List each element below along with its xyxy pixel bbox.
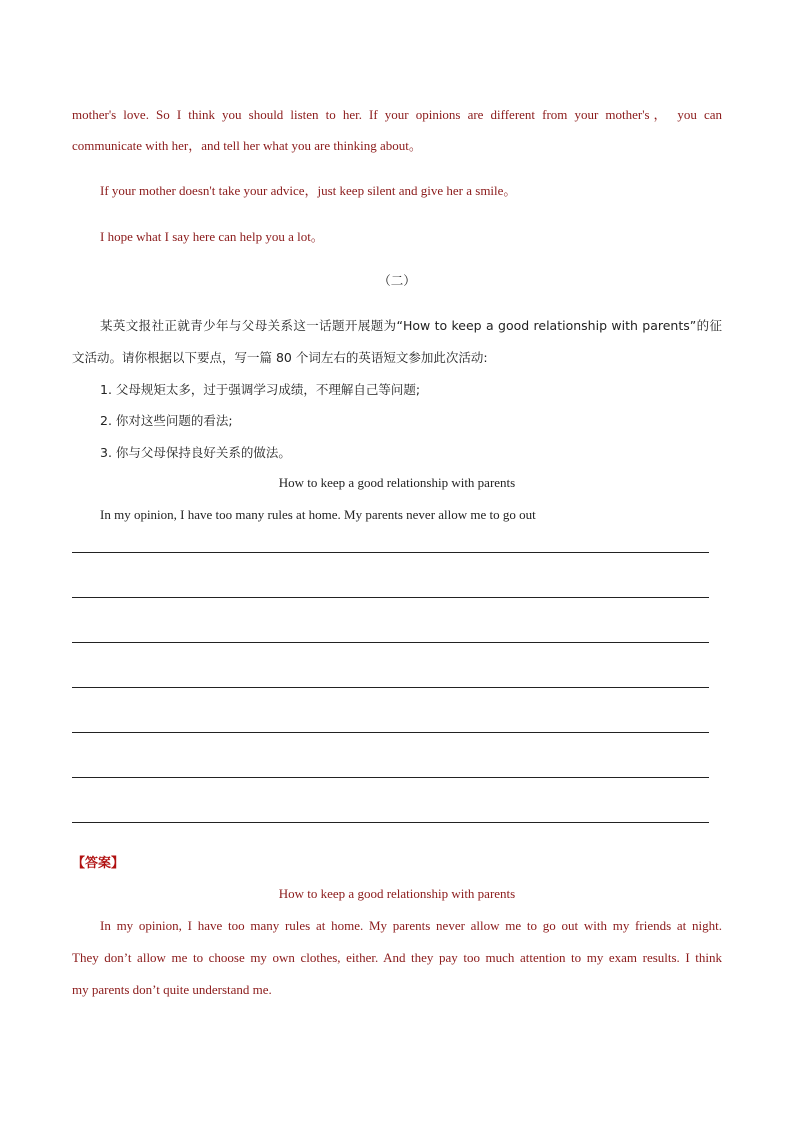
continuation-paragraph-2: If your mother doesn't take your advice，just keep silent and give her a smile。 bbox=[100, 183, 517, 198]
essay-title: How to keep a good relationship with parents bbox=[278, 475, 516, 490]
writing-line[interactable] bbox=[72, 597, 709, 598]
writing-line[interactable] bbox=[72, 642, 709, 643]
writing-line[interactable] bbox=[72, 822, 709, 823]
writing-line[interactable] bbox=[72, 552, 709, 553]
answer-line-2: They don’t allow me to choose my own clothes, either. And they pay too much attention to my exam results. I think bbox=[72, 950, 722, 965]
essay-start: In my opinion, I have too many rules at home. My parents never allow me to go out bbox=[100, 507, 536, 522]
writing-line[interactable] bbox=[72, 732, 709, 733]
answer-line-1: In my opinion, I have too many rules at home. My parents never allow me to go out with my friends at night. bbox=[100, 918, 722, 933]
answer-label: 【答案】 bbox=[72, 856, 125, 871]
writing-line[interactable] bbox=[72, 687, 709, 688]
continuation-line-1: mother's love. So I think you should listen to her. If your opinions are different from your mother's， you can bbox=[72, 107, 722, 122]
answer-title: How to keep a good relationship with parents bbox=[278, 886, 516, 901]
continuation-line-2: communicate with her，and tell her what you are thinking about。 bbox=[72, 138, 422, 153]
prompt-point-3: 3. 你与父母保持良好关系的做法。 bbox=[100, 445, 291, 460]
writing-line[interactable] bbox=[72, 777, 709, 778]
continuation-paragraph-3: I hope what I say here can help you a lot。 bbox=[100, 229, 324, 244]
prompt-point-1: 1. 父母规矩太多，过于强调学习成绩，不理解自己等问题; bbox=[100, 382, 421, 397]
prompt-intro-line-2: 文活动。请你根据以下要点，写一篇 80 个词左右的英语短文参加此次活动: bbox=[72, 350, 488, 365]
prompt-point-2: 2. 你对这些问题的看法; bbox=[100, 413, 233, 428]
prompt-intro-line-1: 某英文报社正就青少年与父母关系这一话题开展题为“How to keep a good relationship with parents”的征 bbox=[100, 318, 722, 333]
section-heading: （二） bbox=[378, 273, 416, 288]
answer-line-3: my parents don’t quite understand me. bbox=[72, 982, 272, 997]
